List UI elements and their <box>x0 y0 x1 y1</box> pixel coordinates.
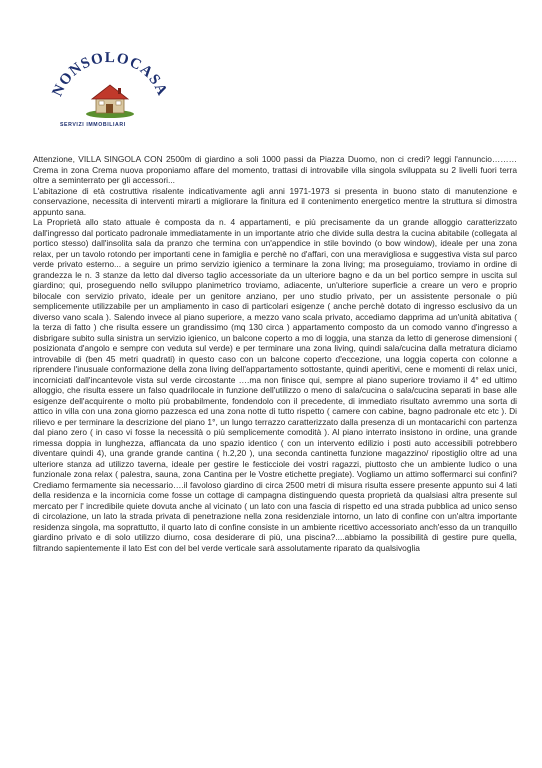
paragraph-condition: L'abitazione di età costruttiva risalente indicativamente agli anni 1971-1973 si presenta in buono stato di manutenzione e conservazione, necessita di interventi mirarti a migliorare la finitura ed il contenimento energetico mentre la struttura si dimostra appunto sana. <box>33 185 517 217</box>
listing-description <box>33 154 517 553</box>
company-logo <box>40 52 180 142</box>
paragraph-intro: Attenzione, VILLA SINGOLA CON 2500m di giardino a soli 1000 passi da Piazza Duomo, non ci credi? leggi l'annuncio………Crema in zona Crema nuova proponiamo affare del momento, trattasi di introvabile villa singola sviluppata su 2 livelli fuori terra oltre a seminterrato per gli accessori... <box>33 154 517 185</box>
paragraph-property-details: La Proprietà allo stato attuale è composta da n. 4 appartamenti, e più precisamente da un grande alloggio caratterizzato dall'ingresso dal porticato padronale immediatamente in un importante atrio che divide sulla destra la cucina abitabile (collegata al portico stesso) dall'insolita sala da pranzo che termina con un'appendice in stile bovindo (o bow window), ideale per una zona relax, per un tavolo rotondo per importanti cene in famiglia e perchè no d'affari, con una meravigliosa e suggestiva vista sul parco verde privato esterno... a seguire un primo servizio igienico a terminare la zona living; ma proseguiamo, troviamo in ordine di grandezza le n. 3 stanze da letto dal diverso taglio accessoriate da un ulteriore bagno e da un bel portico sempre in uscita sul giardino; qui, proseguendo nello sviluppo planimetrico troviamo, adiacente, un'ulteriore superficie a creare un vero e proprio bilocale con servizio privato, ideale per un genitore anziano, per uno studio privato, per un assistente personale o più semplicemente utilizzabile per un ampliamento in caso di particolari esigenze ( anche perchè dotato di ingresso esclusivo da un diverso vano scala ). Salendo invece al piano superiore, a mezzo vano scala privato, accediamo dapprima ad un'unità abitativa ( la terza di fatto ) che risulta essere un grandissimo (mq 130 circa ) appartamento composto da un comodo vanno d'ingresso a disbrigare subito sulla sinistra un servizio igienico, un balcone coperto a mo di loggia, una stanza da letto di generose dimensioni ( posizionata d'angolo e sempre con veduta sul verde) e per terminare una zona living, quindi sala/cucina dalla metratura diciamo introvabile di (ben 45 metri quadrati) in questo caso con un balcone coperto d'eccezione, una loggia coperta con colonne a riprendere l'inusuale conformazione della zona living dell'appartamento sottostante, quindi aperitivi, cene e momenti di relax unici, incorniciati dall'incantevole vista sul verde circostante ….ma non finisce qui, sempre al piano superiore troviamo il 4° ed ultimo alloggio, che risulta essere un falso quadrilocale in funzione dell'utilizzo o meno di sala/cucina o sala/cucina separati in base alle esigenze dell'acquirente o molto più probabilmente, fondendolo con il precedente, di immediato risultato avremmo una sorta di attico in villa con una zona giorno pazzesca ed una zona notte di tutto rispetto ( camere con cabine, bagno padronale etc etc ). Di rilievo e per terminare la descrizione del piano 1°, un lungo terrazzo caratterizzato dalla presenza di un montacarichi con partenza dal piano zero ( in caso vi fosse la necessità o più semplicemente comodità ). Al piano interrato insistono in ordine, una grande rimessa doppia in lunghezza, affiancata da uno spazio identico ( con un intervento edilizio i posti auto accessibili potrebbero diventare quindi 4), una grande grande cantina ( h.2,20 ), una seconda cantinetta funzione magazzino/ ripostiglio oltre ad una ulteriore stanza ad utilizzo taverna, ideale per gestire le festicciole dei vostri ragazzi, piuttosto che un ambiente ludico o una funzionale zona relax ( palestra, sauna, zona Cantina per le Vostre etichette pregiate). Vogliamo un attimo soffermarci sui confini? Crediamo fermamente sia necessario….il favoloso giardino di circa 2500 metri di misura risulta essere presente appunto sui 4 lati della residenza e la incornicia come fosse un cottage di campagna distinguendo questa proprietà da qualsiasi altra presente sul mercato per l' incredibile quiete dovuta anche al vicinato ( un lato con una fascia di rispetto ed una strada pubblica ad unico senso di circolazione, un lato la strada privata di penetrazione nella zona residenziale intorno, un lato di confine con un'altra importante residenza singola, ma soprattutto, il quarto lato di confine consiste in un ambiente ricettivo accessoriato anch'esso da un tranquillo giardino privato e di solo utilizzo diurno, cosa desiderare di più, una piscina?....abbiamo la possibilità di gestire pure quella, filtrando sapientemente il lato Est con del bel verde verticale sarà assolutamente riparato da qualsivoglia <box>33 217 517 553</box>
house-icon <box>86 85 134 118</box>
brand-tagline: SERVIZI IMMOBILIARI <box>60 122 126 128</box>
brand-name: NONSOLOCASA <box>49 52 171 99</box>
